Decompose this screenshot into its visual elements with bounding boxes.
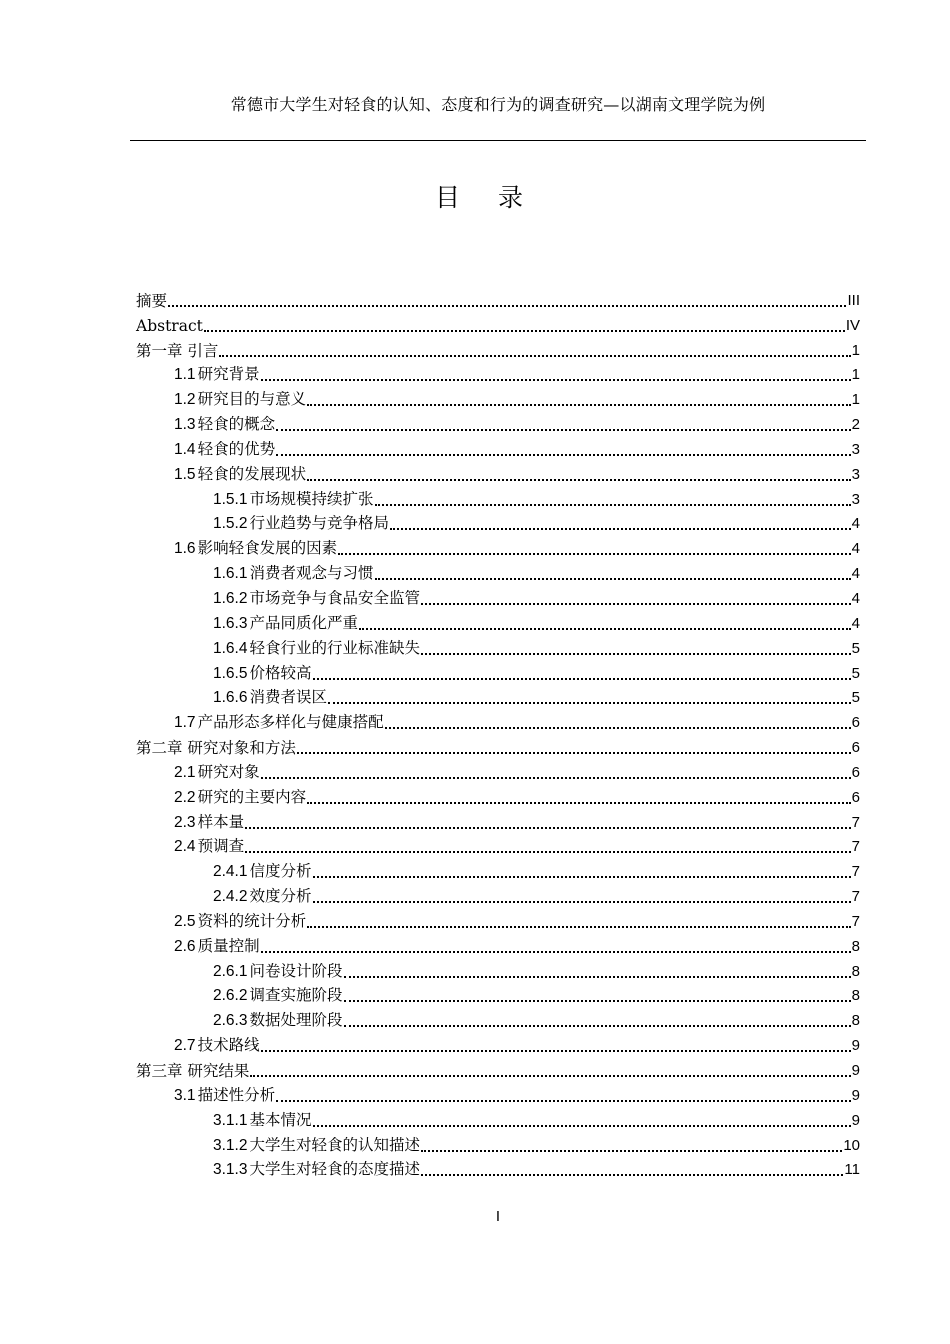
toc-leader-dots: [344, 1025, 851, 1027]
toc-entry-label: [213, 886, 312, 907]
toc-entry-text: Abstract: [136, 316, 203, 335]
toc-entry-page: 9: [851, 1037, 860, 1055]
toc-entry-number: 1.1: [174, 366, 196, 384]
toc-entry-label: [213, 961, 343, 982]
toc-entry-number: 2.6: [174, 937, 196, 955]
toc-entry-page: IV: [845, 316, 860, 334]
toc-entry-number: 1.5.2: [213, 515, 248, 533]
toc-entry-text: 调查实施阶段: [249, 986, 343, 1005]
toc-entry[interactable]: [136, 609, 860, 634]
toc-entry-page: 10: [843, 1136, 860, 1154]
toc-entry-number: 2.6.3: [213, 1012, 248, 1030]
toc-entry-number: 1.6.1: [213, 565, 248, 583]
toc-entry[interactable]: [136, 460, 860, 485]
toc-entry-number: 1.4: [174, 440, 196, 458]
toc-entry-label: [136, 1061, 249, 1081]
toc-entry-page: 7: [851, 813, 860, 831]
toc-entry-number: 1.7: [174, 714, 196, 732]
toc-entry-text: 轻食的优势: [197, 439, 276, 458]
toc-entry-label: [174, 538, 337, 559]
toc-entry[interactable]: [136, 336, 860, 361]
toc-entry-text: 技术路线: [197, 1036, 260, 1055]
toc-entry-label: [213, 613, 358, 634]
toc-leader-dots: [261, 1050, 851, 1052]
toc-entry-text: 研究目的与意义: [197, 390, 307, 409]
toc-entry-number: 3.1.1: [213, 1111, 248, 1129]
toc-entry-page: 9: [851, 1062, 860, 1079]
toc-leader-dots: [245, 827, 851, 829]
toc-entry-page: 4: [851, 515, 860, 533]
toc-entry[interactable]: [136, 982, 860, 1007]
toc-entry-page: 6: [851, 763, 860, 781]
toc-entry[interactable]: [136, 1106, 860, 1131]
toc-entry-number: 2.7: [174, 1037, 196, 1055]
toc-leader-dots: [307, 802, 851, 804]
toc-entry-number: 2.1: [174, 763, 196, 781]
toc-leader-dots: [421, 653, 851, 655]
running-header: 常德市大学生对轻食的认知、态度和行为的调查研究—以湖南文理学院为例: [230, 95, 766, 114]
toc-entry[interactable]: [136, 385, 860, 410]
toc-entry-number: 1.6.6: [213, 689, 248, 707]
toc-leader-dots: [204, 330, 845, 332]
toc-entry-text: 产品形态多样化与健康搭配: [197, 713, 384, 732]
toc-entry-page: 9: [851, 1111, 860, 1129]
toc-entry-label: [174, 712, 384, 733]
toc-entry-page: 4: [851, 589, 860, 607]
toc-leader-dots: [359, 628, 851, 630]
toc-leader-dots: [313, 1125, 851, 1127]
toc-entry[interactable]: [136, 684, 860, 709]
toc-entry-number: 2.2: [174, 788, 196, 806]
toc-entry-text: 效度分析: [249, 887, 312, 906]
toc-entry-label: [213, 1010, 343, 1031]
toc-entry[interactable]: [136, 1006, 860, 1031]
toc-entry[interactable]: [136, 783, 860, 808]
toc-entry-text: 第一章 引言: [136, 341, 219, 360]
toc-entry-label: [213, 638, 420, 659]
toc-entry-number: 1.6.4: [213, 639, 248, 657]
toc-entry-page: 8: [851, 987, 860, 1005]
toc-entry[interactable]: [136, 534, 860, 559]
toc-entry-page: 11: [844, 1161, 860, 1179]
toc-entry-page: 7: [851, 863, 860, 881]
toc-entry-page: 7: [851, 888, 860, 906]
toc-entry-number: 1.5: [174, 465, 196, 483]
toc-entry[interactable]: [136, 435, 860, 460]
toc-entry-label: [213, 985, 343, 1006]
toc-entry-label: [213, 1159, 420, 1180]
toc-entry-label: [174, 1085, 275, 1106]
toc-entry-label: [136, 738, 296, 758]
toc-entry-label: [213, 513, 389, 534]
toc-entry-label: [213, 861, 312, 882]
toc-entry-text: 信度分析: [249, 862, 312, 881]
toc-leader-dots: [245, 851, 851, 853]
toc-leader-dots: [421, 603, 851, 605]
toc-entry[interactable]: [136, 857, 860, 882]
toc-entry-label: [174, 762, 260, 783]
toc-entry[interactable]: [136, 1156, 860, 1181]
toc-entry[interactable]: [136, 957, 860, 982]
toc-entry-text: 研究的主要内容: [197, 787, 307, 806]
toc-entry-label: [136, 291, 167, 311]
toc-leader-dots: [344, 1000, 851, 1002]
toc-entry-label: [174, 812, 244, 833]
toc-entry-number: 2.4.1: [213, 863, 248, 881]
footer-page-number: I: [495, 1208, 501, 1225]
toc-entry-number: 3.1: [174, 1086, 196, 1104]
toc-entry-label: [174, 1035, 260, 1056]
toc-leader-dots: [375, 504, 851, 506]
toc-entry[interactable]: [136, 1031, 860, 1056]
toc-entry-label: [174, 836, 244, 857]
toc-entry-page: 5: [851, 639, 860, 657]
toc-entry[interactable]: [136, 808, 860, 833]
toc-leader-dots: [328, 702, 851, 704]
toc-entry-page: 3: [851, 490, 860, 508]
toc-entry[interactable]: [136, 833, 860, 858]
toc-entry-label: [174, 439, 275, 460]
toc-entry-label: [213, 489, 374, 510]
toc-entry[interactable]: [136, 1131, 860, 1156]
toc-entry-text: 质量控制: [197, 936, 260, 955]
toc-entry-label: [213, 687, 327, 708]
toc-leader-dots: [313, 876, 851, 878]
toc-entry-label: [174, 787, 306, 808]
toc-leader-dots: [313, 678, 851, 680]
toc-entry-number: 2.5: [174, 912, 196, 930]
toc-entry-number: 1.3: [174, 416, 196, 434]
toc-entry-text: 行业趋势与竞争格局: [249, 514, 389, 533]
toc-entry-page: 5: [851, 664, 860, 682]
toc-leader-dots: [250, 1075, 850, 1077]
header-rule: [130, 140, 866, 141]
toc-entry-text: 数据处理阶段: [249, 1011, 343, 1030]
toc-entry-number: 2.4: [174, 838, 196, 856]
toc-entry[interactable]: [136, 1081, 860, 1106]
toc-entry-text: 消费者误区: [249, 688, 327, 707]
toc-entry-number: 2.6.1: [213, 962, 248, 980]
toc-entry-page: 1: [851, 341, 860, 359]
toc-leader-dots: [261, 777, 851, 779]
toc-leader-dots: [307, 479, 851, 481]
toc-leader-dots: [276, 454, 851, 456]
toc-entry-page: 6: [851, 739, 860, 757]
toc-entry[interactable]: [136, 708, 860, 733]
toc-entry[interactable]: [136, 485, 860, 510]
toc-entry-text: 轻食的概念: [197, 415, 276, 434]
toc-entry-page: 8: [851, 1012, 860, 1030]
toc-list: [136, 286, 860, 1180]
toc-entry-page: 1: [851, 366, 860, 384]
toc-entry-text: 消费者观念与习惯: [249, 564, 374, 583]
toc-entry-text: 资料的统计分析: [197, 911, 307, 930]
toc-entry-page: 7: [851, 912, 860, 930]
toc-entry-page: 4: [851, 614, 860, 632]
toc-entry-page: 3: [851, 440, 860, 458]
toc-entry-number: 3.1.2: [213, 1136, 248, 1154]
toc-entry[interactable]: [136, 882, 860, 907]
toc-entry-page: 8: [851, 937, 860, 955]
toc-entry-label: [174, 464, 306, 485]
toc-entry-number: 2.3: [174, 813, 196, 831]
toc-entry-text: 研究对象: [197, 762, 260, 781]
toc-leader-dots: [421, 1150, 842, 1152]
toc-entry-text: 市场规模持续扩张: [249, 489, 374, 508]
toc-entry[interactable]: [136, 733, 860, 758]
toc-entry-number: 2.4.2: [213, 888, 248, 906]
toc-entry-label: [174, 414, 275, 435]
toc-entry-label: [174, 936, 260, 957]
toc-leader-dots: [375, 578, 851, 580]
toc-entry-page: 4: [851, 565, 860, 583]
toc-entry-number: 1.2: [174, 391, 196, 409]
toc-entry[interactable]: [136, 410, 860, 435]
toc-entry-page: 2: [851, 416, 860, 434]
toc-entry-text: 基本情况: [249, 1110, 312, 1129]
toc-entry[interactable]: [136, 659, 860, 684]
toc-entry-label: [136, 341, 218, 361]
toc-entry[interactable]: [136, 584, 860, 609]
toc-entry-text: 描述性分析: [197, 1085, 276, 1104]
toc-leader-dots: [421, 1174, 843, 1176]
toc-entry[interactable]: [136, 559, 860, 584]
toc-entry-label: [213, 1110, 312, 1131]
toc-leader-dots: [390, 528, 851, 530]
toc-leader-dots: [276, 1100, 851, 1102]
toc-leader-dots: [297, 752, 851, 754]
toc-entry-text: 研究背景: [197, 365, 260, 384]
toc-leader-dots: [313, 901, 851, 903]
toc-leader-dots: [307, 926, 851, 928]
toc-leader-dots: [276, 429, 851, 431]
toc-entry[interactable]: [136, 311, 860, 336]
toc-entry-number: 1.6: [174, 540, 196, 558]
toc-entry-number: 3.1.3: [213, 1161, 248, 1179]
toc-entry[interactable]: [136, 1056, 860, 1081]
toc-entry[interactable]: [136, 758, 860, 783]
toc-entry-page: 9: [851, 1086, 860, 1104]
toc-entry-text: 预调查: [197, 837, 245, 856]
toc-entry-page: 1: [851, 391, 860, 409]
toc-entry-text: 影响轻食发展的因素: [197, 539, 338, 558]
toc-leader-dots: [344, 976, 851, 978]
toc-entry-page: 7: [851, 838, 860, 856]
toc-entry-text: 产品同质化严重: [249, 613, 358, 632]
toc-entry-page: 5: [851, 689, 860, 707]
toc-entry-label: [213, 1135, 420, 1156]
toc-leader-dots: [338, 553, 851, 555]
toc-entry-label: [213, 588, 420, 609]
toc-entry[interactable]: [136, 510, 860, 535]
toc-entry-page: 3: [851, 465, 860, 483]
toc-entry-text: 轻食的发展现状: [197, 464, 307, 483]
toc-entry[interactable]: [136, 286, 860, 311]
toc-entry-number: 1.6.2: [213, 589, 248, 607]
toc-entry-text: 摘要: [136, 291, 168, 310]
toc-entry-number: 1.5.1: [213, 490, 248, 508]
toc-entry-label: [174, 364, 260, 385]
toc-leader-dots: [261, 379, 851, 381]
toc-entry-text: 价格较高: [249, 663, 312, 682]
toc-entry-text: 轻食行业的行业标准缺失: [249, 638, 420, 657]
toc-leader-dots: [385, 727, 851, 729]
toc-leader-dots: [168, 305, 846, 307]
toc-entry[interactable]: [136, 361, 860, 386]
toc-entry-text: 第三章 研究结果: [136, 1062, 250, 1080]
toc-entry-text: 第二章 研究对象和方法: [136, 739, 296, 758]
toc-title: 目录: [434, 183, 561, 212]
toc-entry-text: 问卷设计阶段: [249, 961, 343, 980]
toc-entry-text: 样本量: [197, 812, 245, 831]
toc-entry-page: III: [847, 291, 860, 309]
toc-leader-dots: [307, 404, 851, 406]
toc-entry-number: 1.6.5: [213, 664, 248, 682]
toc-leader-dots: [219, 355, 850, 357]
toc-entry-page: 8: [851, 962, 860, 980]
toc-entry[interactable]: [136, 907, 860, 932]
toc-entry-number: 1.6.3: [213, 614, 248, 632]
toc-entry-page: 4: [851, 540, 860, 558]
toc-entry-label: [213, 563, 374, 584]
toc-entry-label: [174, 911, 306, 932]
toc-entry[interactable]: [136, 634, 860, 659]
toc-entry[interactable]: [136, 932, 860, 957]
toc-entry-page: 6: [851, 788, 860, 806]
toc-entry-text: 大学生对轻食的态度描述: [249, 1160, 420, 1179]
toc-entry-text: 市场竞争与食品安全监管: [249, 588, 420, 607]
toc-entry-label: [174, 389, 306, 410]
toc-entry-page: 6: [851, 714, 860, 732]
toc-entry-number: 2.6.2: [213, 987, 248, 1005]
toc-entry-text: 大学生对轻食的认知描述: [249, 1135, 420, 1154]
toc-entry-label: [213, 663, 312, 684]
toc-entry-label: [136, 316, 203, 336]
toc-leader-dots: [261, 951, 851, 953]
